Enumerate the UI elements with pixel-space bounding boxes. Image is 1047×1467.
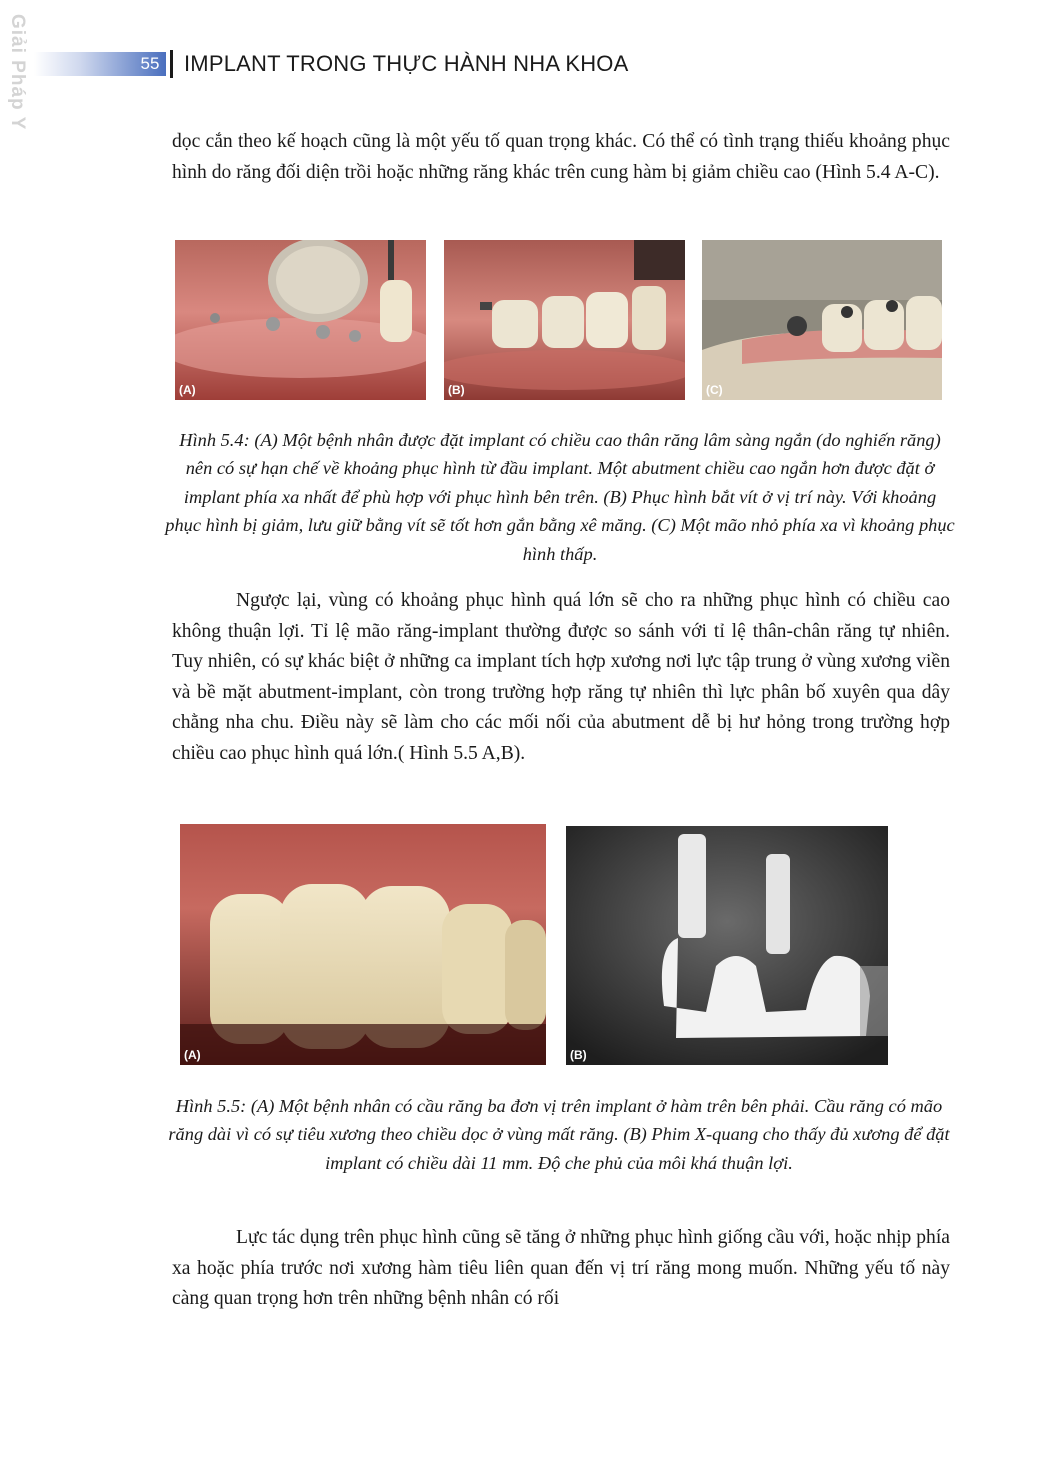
figure-5-4-caption: Hình 5.4: (A) Một bệnh nhân được đặt implant có chiều cao thân răng lâm sàng ngắn (do nghiến răng) nên có sự hạn chế về khoảng phục hình từ đầu implant. Một abutment chiều cao ngắn hơn được đặt ở implant phía xa nhất để phù hợp với phục hình bên trên. (B) Phục hình bắt vít ở vị trí này. Với khoảng phục hình bị giảm, lưu giữ bằng vít sẽ tốt hơn gắn bằng xê măng. (C) Một mão nhỏ phía xa vì khoảng phục hình thấp. bbox=[165, 430, 955, 564]
body-paragraph-1: dọc cắn theo kế hoạch cũng là một yếu tố quan trọng khác. Có thể có tình trạng thiếu khoảng phục hình do răng đối diện trồi hoặc những răng khác trên cung hàm bị giảm chiều cao (Hình 5.4 A-C). bbox=[172, 131, 950, 183]
body-paragraph-2: Ngược lại, vùng có khoảng phục hình quá lớn sẽ cho ra những phục hình có chiều cao không thuận lợi. Tỉ lệ mão răng-implant thường được so sánh với tỉ lệ thân-chân răng tự nhiên. Tuy nhiên, có sự khác biệt ở những ca implant tích hợp xương nơi lực tập trung ở vùng xương viền và bề mặt abutment-implant, còn trong trường hợp răng tự nhiên thì lực phân bố xuyên qua dây chằng nha chu. Điều này sẽ làm cho các mối nối của abutment dễ bị hư hỏng trong trường hợp chiều cao phục hình quá lớn.( Hình 5.5 A,B). bbox=[172, 590, 950, 764]
figure-5-4-photo-a bbox=[175, 240, 426, 400]
figure-5-4-label-a: (A) bbox=[179, 383, 196, 397]
figure-5-4-label-c: (C) bbox=[706, 383, 723, 397]
figure-5-5-label-a: (A) bbox=[184, 1048, 201, 1062]
header-divider bbox=[170, 50, 173, 78]
figure-5-5-caption: Hình 5.5: (A) Một bệnh nhân có cầu răng ba đơn vị trên implant ở hàm trên bên phải. Cầu răng có mão răng dài vì có sự tiêu xương theo chiều dọc ở vùng mất răng. (B) Phim X-quang cho thấy đủ xương để đặt implant có chiều dài 11 mm. Độ che phủ của môi khá thuận lợi. bbox=[168, 1096, 950, 1173]
figure-5-5-label-b: (B) bbox=[570, 1048, 587, 1062]
figure-5-4-label-b: (B) bbox=[448, 383, 465, 397]
page-number: 55 bbox=[140, 54, 160, 73]
figure-5-4-photo-c bbox=[702, 240, 942, 400]
side-watermark: Giải Pháp Y bbox=[7, 14, 28, 130]
figure-5-4-photo-b bbox=[444, 240, 685, 400]
body-paragraph-3: Lực tác dụng trên phục hình cũng sẽ tăng ở những phục hình giống cầu với, hoặc nhịp phía xa hoặc phía trước nơi xương hàm tiêu liên quan đến vị trí răng mong muốn. Những yếu tố này càng quan trọng hơn trên những bệnh nhân có rối bbox=[172, 1227, 950, 1309]
figure-5-5-photo-a bbox=[180, 824, 546, 1065]
figure-5-5-photo-b bbox=[566, 826, 888, 1065]
running-title: IMPLANT TRONG THỰC HÀNH NHA KHOA bbox=[184, 51, 629, 76]
